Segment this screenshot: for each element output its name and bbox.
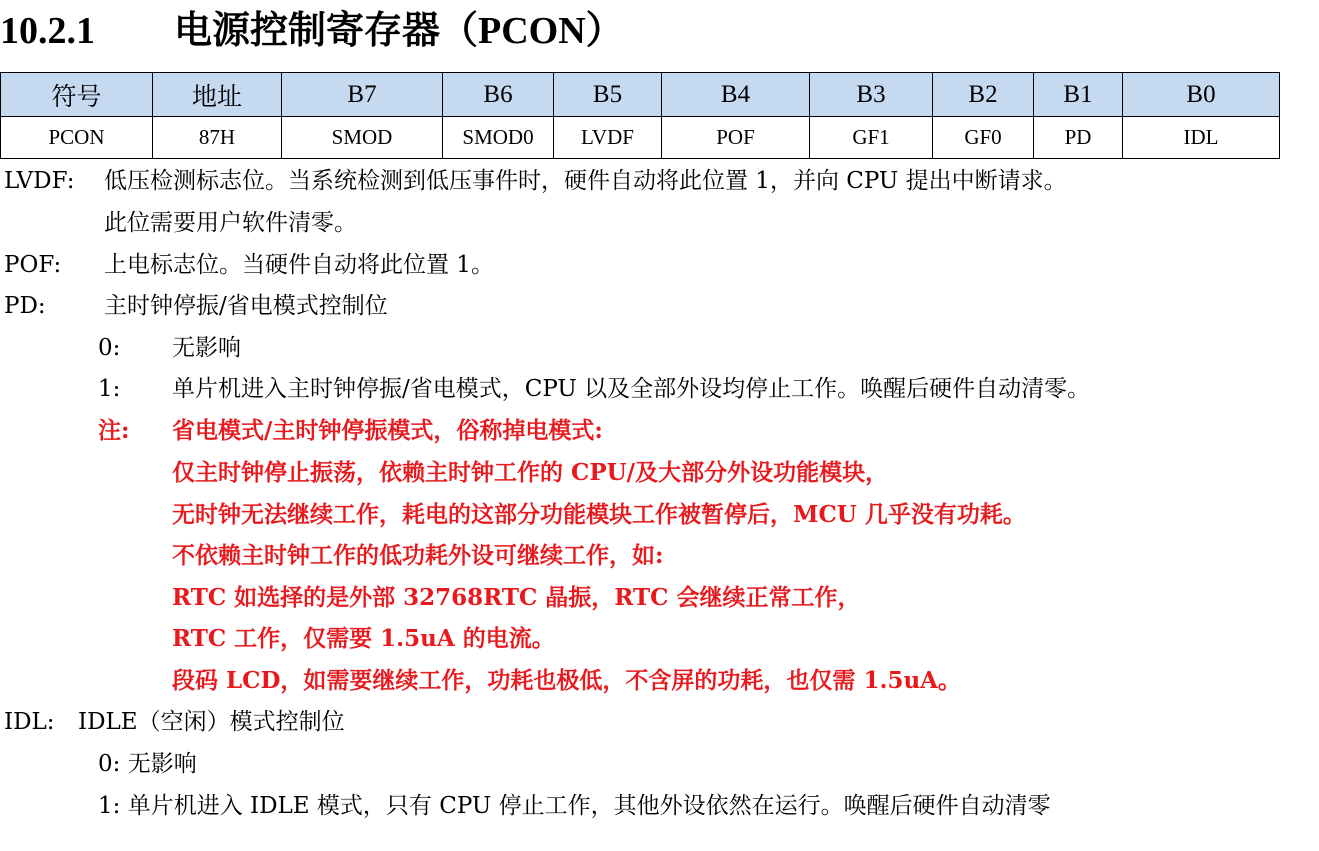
header-cell-b5: B5 — [554, 73, 662, 117]
note-line-2: 仅主时钟停止振荡，依赖主时钟工作的 CPU/及大部分外设功能模块， — [172, 459, 889, 486]
idl-label: IDL: — [4, 709, 55, 735]
cell-symbol: PCON — [1, 117, 153, 159]
lvdf-text-line1: 低压检测标志位。当系统检测到低压事件时，硬件自动将此位置 1，并向 CPU 提出中断请求。 — [104, 168, 1067, 194]
header-cell-b3: B3 — [810, 73, 933, 117]
cell-address: 87H — [153, 117, 282, 159]
cell-b1: PD — [1034, 117, 1123, 159]
note-line-7: 段码 LCD，如需要继续工作，功耗也极低，不含屏的功耗，也仅需 1.5uA。 — [172, 667, 962, 694]
cell-b2: GF0 — [933, 117, 1034, 159]
idl-option-1: 1: 单片机进入 IDLE 模式，只有 CPU 停止工作，其他外设依然在运行。唤醒后硬件自动清零 — [98, 793, 1051, 819]
section-number: 10.2.1 — [0, 10, 95, 52]
cell-b7: SMOD — [282, 117, 443, 159]
header-cell-symbol: 符号 — [1, 73, 153, 117]
note-line-3: 无时钟无法继续工作，耗电的这部分功能模块工作被暂停后，MCU 几乎没有功耗。 — [172, 501, 1026, 528]
idl-text: IDLE（空闲）模式控制位 — [78, 709, 345, 735]
lvdf-label: LVDF: — [4, 168, 75, 194]
pd-text: 主时钟停振/省电模式控制位 — [104, 293, 388, 319]
header-cell-address: 地址 — [153, 73, 282, 117]
register-table — [0, 72, 1280, 159]
cell-b6: SMOD0 — [443, 117, 554, 159]
note-line-4: 不依赖主时钟工作的低功耗外设可继续工作，如: — [172, 542, 664, 569]
note-line-1: 省电模式/主时钟停振模式，俗称掉电模式: — [172, 417, 603, 444]
pof-label: POF: — [4, 252, 62, 278]
header-cell-b0: B0 — [1123, 73, 1280, 117]
header-cell-b7: B7 — [282, 73, 443, 117]
header-cell-b2: B2 — [933, 73, 1034, 117]
header-cell-b1: B1 — [1034, 73, 1123, 117]
note-line-6: RTC 工作，仅需要 1.5uA 的电流。 — [172, 625, 555, 652]
pd-option-0-label: 0: — [98, 335, 121, 361]
section-title: 电源控制寄存器（PCON） — [174, 10, 624, 52]
header-cell-b6: B6 — [443, 73, 554, 117]
lvdf-text-line2: 此位需要用户软件清零。 — [104, 210, 357, 236]
cell-b4: POF — [662, 117, 810, 159]
idl-option-0: 0: 无影响 — [98, 751, 197, 777]
header-cell-b4: B4 — [662, 73, 810, 117]
pd-option-0-text: 无影响 — [172, 335, 241, 361]
register-table-row — [1, 117, 1280, 159]
cell-b0: IDL — [1123, 117, 1280, 159]
pd-option-1-label: 1: — [98, 376, 121, 402]
register-table-header-row — [1, 73, 1280, 117]
cell-b5: LVDF — [554, 117, 662, 159]
pd-option-1-text: 单片机进入主时钟停振/省电模式，CPU 以及全部外设均停止工作。唤醒后硬件自动清零。 — [172, 376, 1091, 402]
pof-text: 上电标志位。当硬件自动将此位置 1。 — [104, 252, 494, 278]
note-label: 注: — [98, 417, 130, 444]
pd-label: PD: — [4, 293, 46, 319]
note-line-5: RTC 如选择的是外部 32768RTC 晶振，RTC 会继续正常工作， — [172, 584, 861, 611]
cell-b3: GF1 — [810, 117, 933, 159]
